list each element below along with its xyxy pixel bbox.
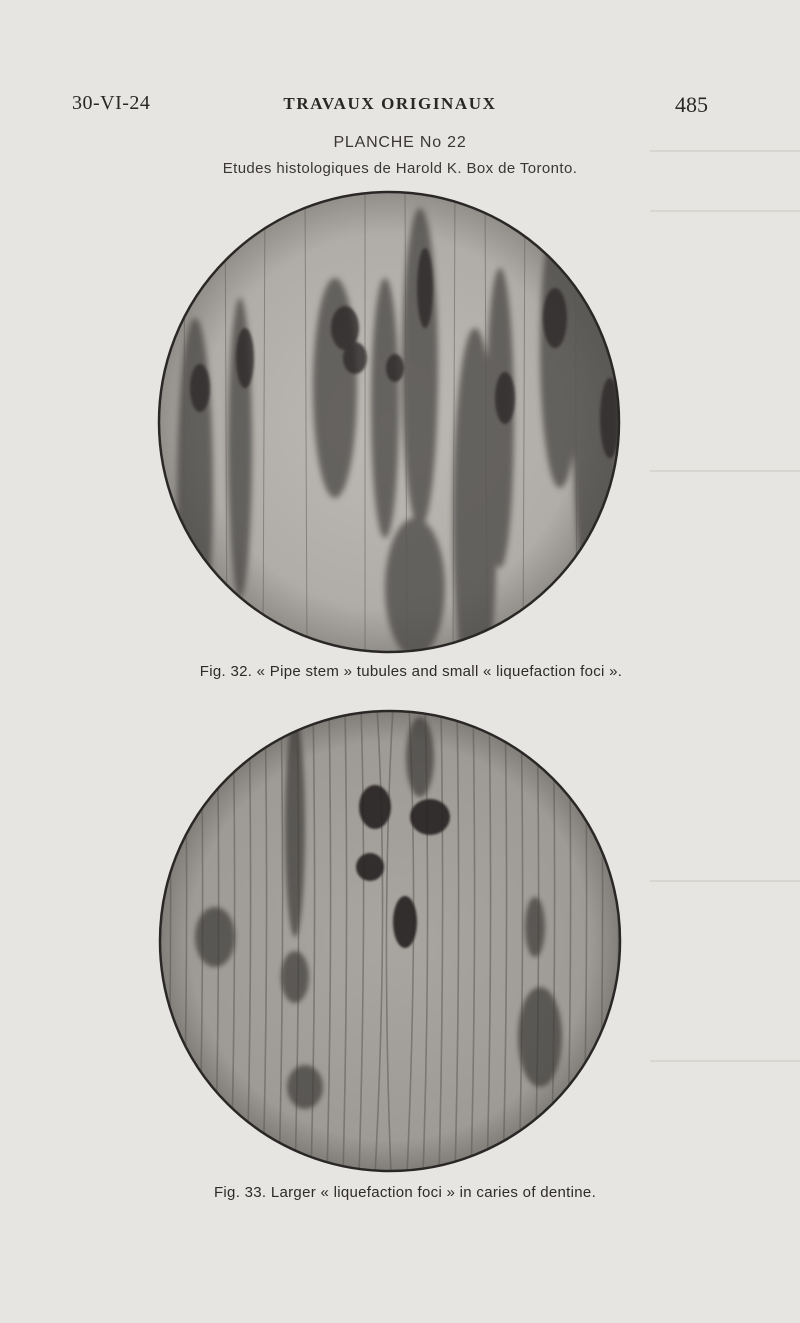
bleed-through-line [650, 1060, 800, 1062]
bleed-through-line [650, 210, 800, 212]
plate-title: PLANCHE No 22 [333, 134, 467, 151]
bleed-through-line [650, 470, 800, 472]
plate-subtitle: Etudes histologiques de Harold K. Box de Toronto. [222, 160, 578, 177]
micrograph-figure-32 [155, 188, 623, 656]
header-date: 30-VI-24 [72, 92, 151, 114]
micrograph-figure-33 [155, 707, 625, 1175]
figure-32-caption: Fig. 32. « Pipe stem » tubules and small « liquefaction foci ». [199, 663, 623, 680]
running-header [72, 92, 708, 122]
figure-33-caption: Fig. 33. Larger « liquefaction foci » in caries of dentine. [213, 1184, 597, 1201]
page-number: 485 [675, 92, 708, 117]
header-section-title: TRAVAUX ORIGINAUX [283, 94, 497, 113]
bleed-through-line [650, 880, 800, 882]
